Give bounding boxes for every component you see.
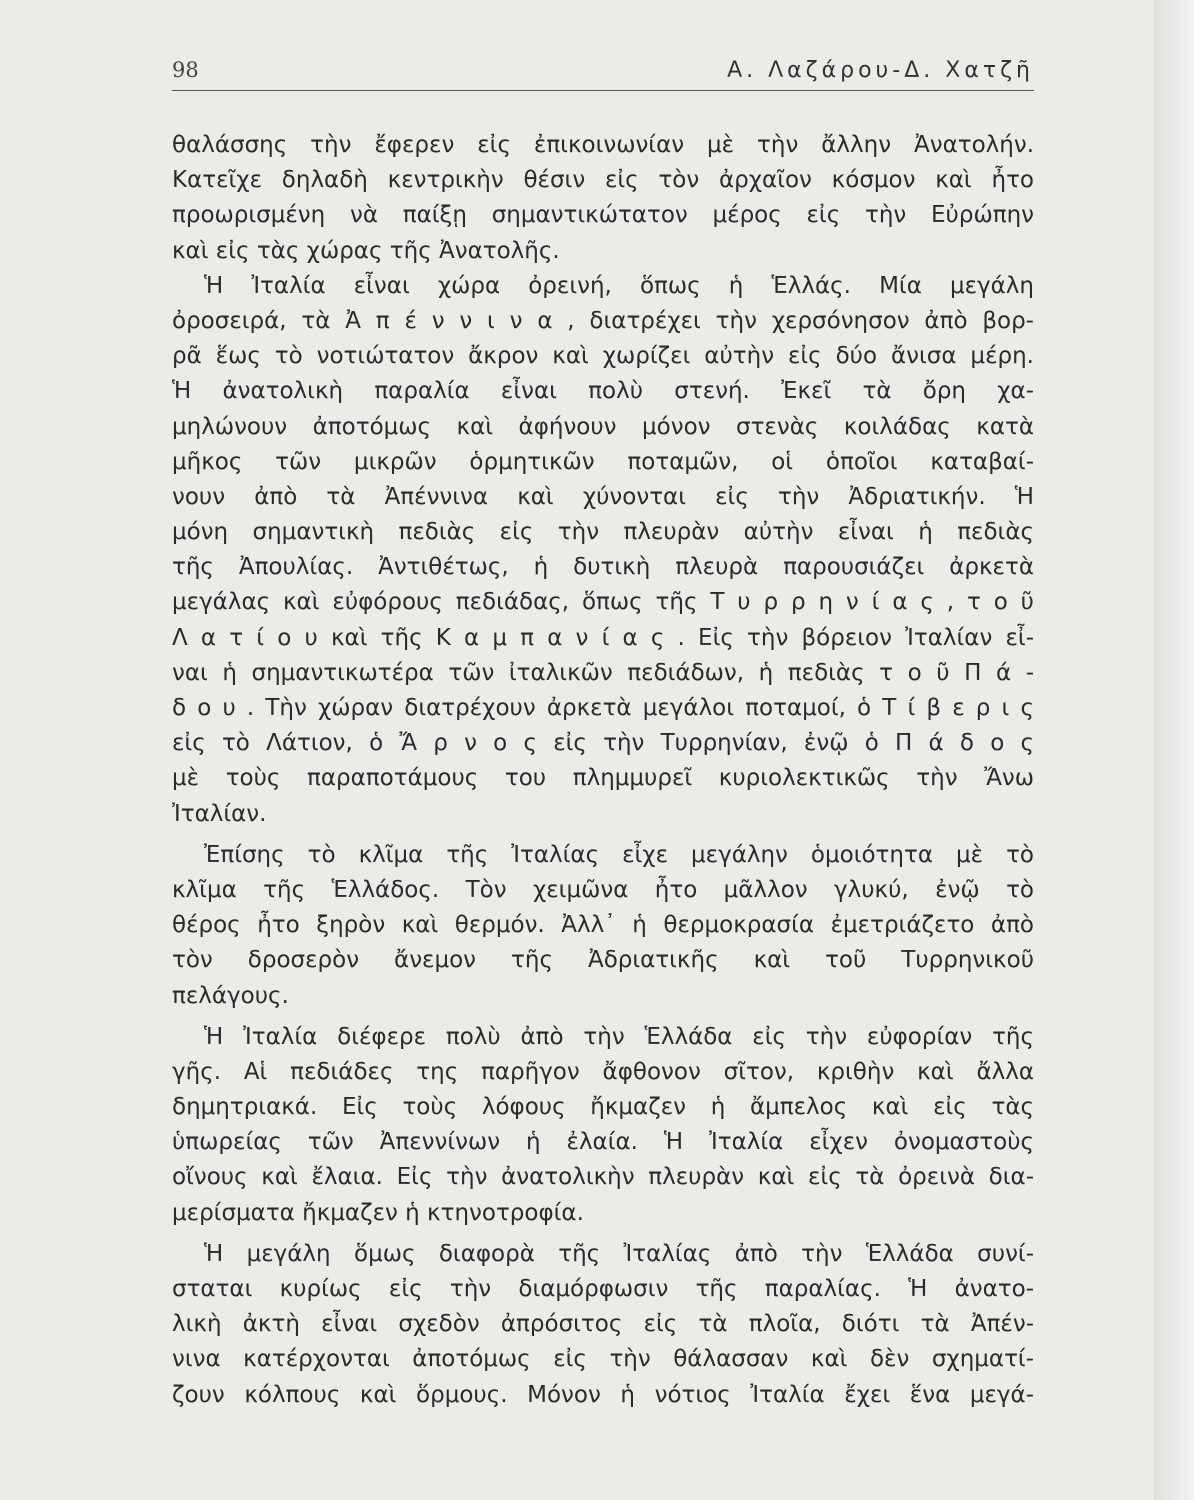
text-line: Ἰταλίαν.	[172, 800, 267, 827]
page-number: 98	[172, 58, 199, 82]
page-header	[172, 58, 1034, 91]
text-line: κλῖμα τῆς Ἑλλάδος. Τὸν χειμῶνα ἦτο μᾶλλον γλυκύ, ἐνῷ τὸ	[172, 876, 1034, 903]
text-line: τὸν δροσερὸν ἄνεμον τῆς Ἀδριατικῆς καὶ τοῦ Τυρρηνικοῦ	[172, 947, 1034, 974]
paragraph-start-line: Ἡ Ἰταλία εἶναι χώρα ὀρεινή, ὅπως ἡ Ἑλλάς. Μία μεγάλη	[204, 272, 1034, 299]
text-line: ρᾶ ἕως τὸ νοτιώτατον ἄκρον καὶ χωρίζει αὐτὴν εἰς δύο ἄνισα μέρη.	[172, 343, 1034, 370]
text-line: μῆκος τῶν μικρῶν ὁρμητικῶν ποταμῶν, οἱ ὁποῖοι καταβαί-	[172, 448, 1034, 475]
text-line: μὲ τοὺς παραποτάμους του πλημμυρεῖ κυριολεκτικῶς τὴν Ἄνω	[172, 765, 1034, 792]
text-line: δημητριακά. Εἰς τοὺς λόφους ἤκμαζεν ἡ ἄμπελος καὶ εἰς τὰς	[172, 1094, 1034, 1121]
text-line: οἴνους καὶ ἔλαια. Εἰς τὴν ἀνατολικὴν πλευρὰν καὶ εἰς τὰ ὀρεινὰ δια-	[172, 1164, 1034, 1191]
body-text	[172, 128, 1034, 1413]
text-line: προωρισμένη νὰ παίξῃ σημαντικώτατον μέρος εἰς τὴν Εὐρώπην	[172, 202, 1034, 229]
paragraph-start-line: Ἐπίσης τὸ κλῖμα τῆς Ἰταλίας εἶχε μεγάλην ὁμοιότητα μὲ τὸ	[204, 841, 1034, 868]
text-line: μεγάλας καὶ εὐφόρους πεδιάδας, ὅπως τῆς Τ υ ρ ρ η ν ί α ς , τ ο ῦ	[172, 589, 1034, 616]
text-line: ὀροσειρά, τὰ Ἀ π έ ν ν ι ν α , διατρέχει τὴν χερσόνησον ἀπὸ βορ-	[172, 307, 1034, 334]
text-line: μερίσματα ἤκμαζεν ἡ κτηνοτροφία.	[172, 1199, 584, 1226]
text-line: θέρος ἦτο ξηρὸν καὶ θερμόν. Ἀλλ᾽ ἡ θερμοκρασία ἐμετριάζετο ἀπὸ	[172, 912, 1034, 939]
text-line: μόνη σημαντικὴ πεδιὰς εἰς τὴν πλευρὰν αὐτὴν εἶναι ἡ πεδιὰς	[172, 519, 1034, 546]
running-head-authors: Α. Λαζάρου-Δ. Χατζῆ	[727, 58, 1034, 83]
text-line: τῆς Ἀπουλίας. Ἀντιθέτως, ἡ δυτικὴ πλευρὰ παρουσιάζει ἀρκετὰ	[172, 554, 1034, 581]
paragraph-start-line: Ἡ Ἰταλία διέφερε πολὺ ἀπὸ τὴν Ἑλλάδα εἰς τὴν εὐφορίαν τῆς	[204, 1023, 1034, 1050]
text-line: δ ο υ . Τὴν χώραν διατρέχουν ἀρκετὰ μεγάλοι ποταμοί, ὁ Τ ί β ε ρ ι ς	[172, 695, 1034, 721]
text-line: μηλώνουν ἀποτόμως καὶ ἀφήνουν μόνον στενὰς κοιλάδας κατὰ	[172, 413, 1034, 440]
text-line: νινα κατέρχονται ἀποτόμως εἰς τὴν θάλασσαν καὶ δὲν σχηματί-	[172, 1346, 1034, 1373]
text-line: σταται κυρίως εἰς τὴν διαμόρφωσιν τῆς παραλίας. Ἡ ἀνατο-	[172, 1276, 1034, 1302]
text-line: θαλάσσης τὴν ἔφερεν εἰς ἐπικοινωνίαν μὲ τὴν ἄλλην Ἀνατολήν.	[172, 132, 1034, 158]
text-line: Κατεῖχε δηλαδὴ κεντρικὴν θέσιν εἰς τὸν ἀρχαῖον κόσμον καὶ ἦτο	[172, 167, 1034, 194]
text-line: ὑπωρείας τῶν Ἀπεννίνων ἡ ἐλαία. Ἡ Ἰταλία εἶχεν ὀνομαστοὺς	[172, 1129, 1034, 1156]
page-edge-shadow	[1154, 0, 1194, 1500]
text-line: νουν ἀπὸ τὰ Ἀπέννινα καὶ χύνονται εἰς τὴν Ἀδριατικήν. Ἡ	[172, 483, 1034, 510]
text-line: Λ α τ ί ο υ καὶ τῆς Κ α μ π α ν ί α ς . Εἰς τὴν βόρειον Ἰταλίαν εἶ-	[172, 624, 1034, 651]
text-line: καὶ εἰς τὰς χώρας τῆς Ἀνατολῆς.	[172, 237, 560, 264]
text-line: πελάγους.	[172, 982, 289, 1009]
text-line: Ἡ ἀνατολικὴ παραλία εἶναι πολὺ στενή. Ἐκεῖ τὰ ὄρη χα-	[172, 378, 1034, 405]
text-line: γῆς. Αἱ πεδιάδες της παρῆγον ἄφθονον σῖτον, κριθὴν καὶ ἄλλα	[172, 1058, 1034, 1085]
text-line: ναι ἡ σημαντικωτέρα τῶν ἰταλικῶν πεδιάδων, ἡ πεδιὰς τ ο ῦ Π ά -	[172, 659, 1034, 686]
paragraph-start-line: Ἡ μεγάλη ὅμως διαφορὰ τῆς Ἰταλίας ἀπὸ τὴν Ἑλλάδα συνί-	[204, 1240, 1034, 1267]
text-line: λικὴ ἀκτὴ εἶναι σχεδὸν ἀπρόσιτος εἰς τὰ πλοῖα, διότι τὰ Ἀπέν-	[172, 1311, 1034, 1338]
text-line: εἰς τὸ Λάτιον, ὁ Ἄ ρ ν ο ς εἰς τὴν Τυρρηνίαν, ἐνῷ ὁ Π ά δ ο ς	[172, 730, 1034, 757]
text-line: ζουν κόλπους καὶ ὅρμους. Μόνον ἡ νότιος Ἰταλία ἔχει ἕνα μεγά-	[172, 1381, 1034, 1408]
